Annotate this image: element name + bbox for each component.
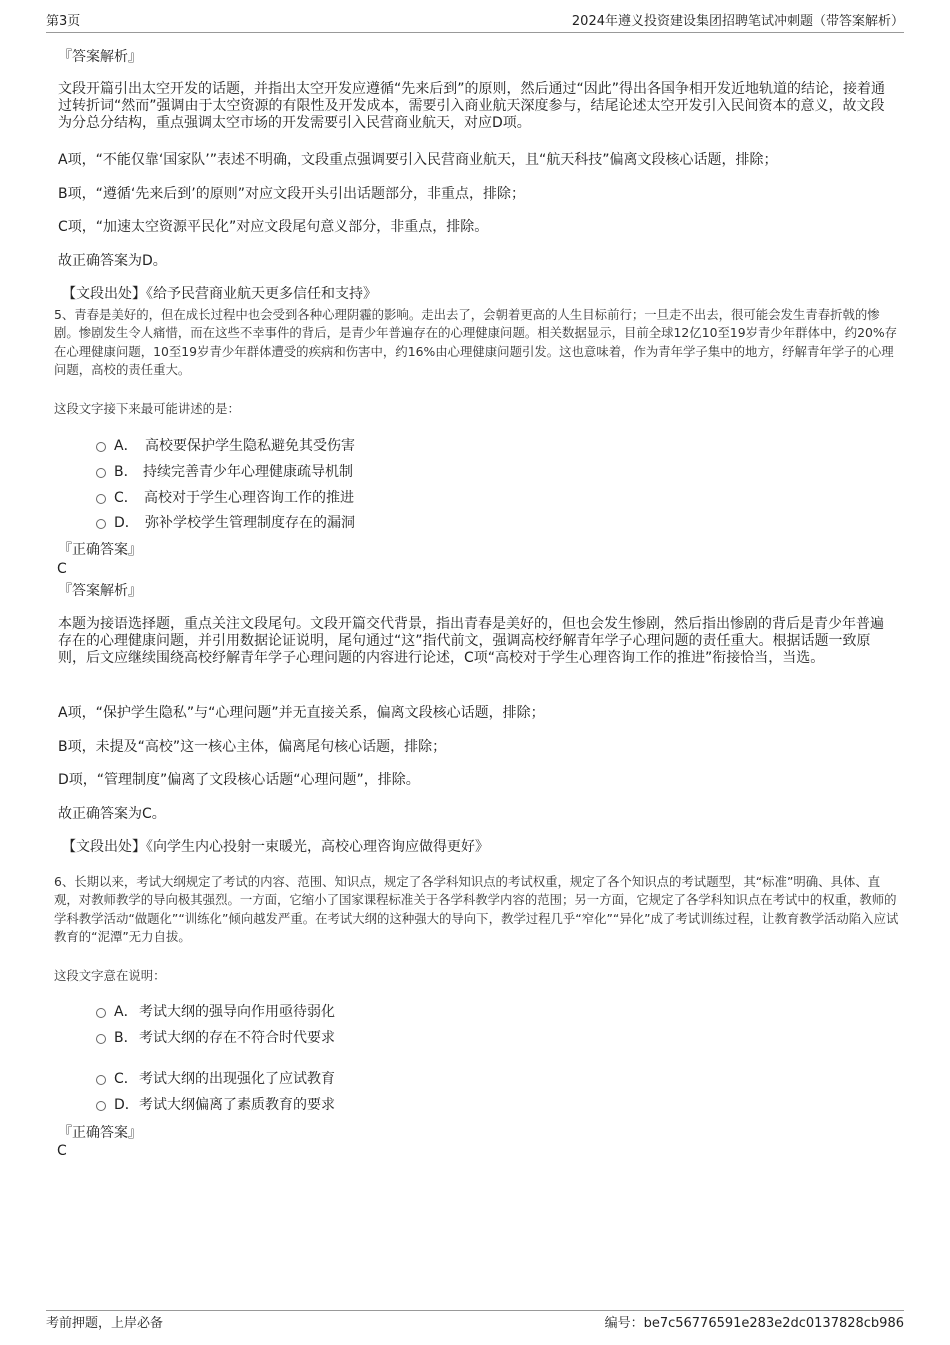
document-title: 2024年遵义投资建设集团招聘笔试冲刺题（带答案解析） bbox=[571, 14, 904, 29]
correct-answer-label: 『正确答案』 bbox=[58, 542, 142, 558]
radio-icon[interactable] bbox=[96, 1034, 106, 1044]
question-6-stem: 6、长期以来，考试大纲规定了考试的内容、范围、知识点，规定了各学科知识点的考试权重，规定了各个知识点的考试题型，其“标准”明确、具体、直观，对教师教学的导向极其强烈。一方面，它缩小了国家课程标准关于各学科教学内容的范围；另一方面，它规定了各学科知识点在考试中的权重，教师的学科教学活动“做题化”“训练化”倾向越发严重。在考试大纲的这种强大的导向下，教学过程几乎“窄化”“异化”成了考试训练过程，让教育教学活动陷入应试教育的“泥潭”无力自拔。 bbox=[54, 874, 899, 945]
question-5-stem: 5、青春是美好的，但在成长过程中也会受到各种心理阴霾的影响。走出去了，会朝着更高的人生目标前行；一旦走不出去，很可能会发生青春折戟的惨剧。惨剧发生令人痛惜，而在这些不幸事件的背后，是青少年普遍存在的心理健康问题。相关数据显示，目前全球12亿10至19岁青少年群体中，约20%存在心理健康问题，10至19岁青少年群体遭受的疾病和伤害中，约16%由心理健康问题引发。这也意味着，作为青年学子集中的地方，纾解青年学子的心理问题，高校的责任重大。 bbox=[54, 307, 898, 378]
analysis-label: 『答案解析』 bbox=[58, 49, 142, 65]
analysis-label: 『答案解析』 bbox=[58, 583, 142, 599]
radio-icon[interactable] bbox=[96, 468, 106, 478]
analysis-option-a: A项，“保护学生隐私”与“心理问题”并无直接关系，偏离文段核心话题，排除； bbox=[58, 705, 545, 721]
analysis-conclusion: 故正确答案为C。 bbox=[58, 806, 166, 822]
analysis-option-a: A项，“不能仅靠‘国家队’”表述不明确，文段重点强调要引入民营商业航天，且“航天科技”偏离文段核心话题，排除； bbox=[58, 152, 778, 168]
analysis-conclusion: 故正确答案为D。 bbox=[58, 253, 167, 269]
document-id: 编号：be7c56776591e283e2dc0137828cb986 bbox=[604, 1316, 904, 1331]
analysis-option-d: D项，“管理制度”偏离了文段核心话题“心理问题”，排除。 bbox=[58, 772, 420, 788]
footer-slogan: 考前押题，上岸必备 bbox=[46, 1316, 164, 1331]
passage-source: 【文段出处】《给予民营商业航天更多信任和支持》 bbox=[62, 286, 377, 302]
radio-icon[interactable] bbox=[96, 1101, 106, 1111]
radio-icon[interactable] bbox=[96, 494, 106, 504]
radio-icon[interactable] bbox=[96, 519, 106, 529]
analysis-option-c: C项，“加速太空资源平民化”对应文段尾句意义部分，非重点，排除。 bbox=[58, 219, 489, 235]
analysis-option-b: B项，“遵循‘先来后到’的原则”对应文段开头引出话题部分，非重点，排除； bbox=[58, 186, 526, 202]
analysis-paragraph: 文段开篇引出太空开发的话题，并指出太空开发应遵循“先来后到”的原则，然后通过“因此”得出各国争相开发近地轨道的结论，接着通过转折词“然而”强调由于太空资源的有限性及开发成本，需要引入商业航天深度参与，结尾论述太空开发引入民间资本的意义，故文段为分总分结构，重点强调太空市场的开发需要引入民营商业航天，对应D项。 bbox=[58, 81, 886, 131]
analysis-option-b: B项，未提及“高校”这一核心主体，偏离尾句核心话题，排除； bbox=[58, 739, 447, 755]
correct-answer: C bbox=[57, 1143, 67, 1159]
radio-icon[interactable] bbox=[96, 442, 106, 452]
correct-answer-label: 『正确答案』 bbox=[58, 1125, 142, 1141]
page-footer bbox=[46, 1310, 904, 1333]
passage-source: 【文段出处】《向学生内心投射一束暖光，高校心理咨询应做得更好》 bbox=[62, 839, 489, 855]
radio-icon[interactable] bbox=[96, 1075, 106, 1085]
radio-icon[interactable] bbox=[96, 1008, 106, 1018]
page-number: 第3页 bbox=[46, 14, 81, 29]
question-6-prompt: 这段文字意在说明： bbox=[54, 968, 166, 983]
analysis-paragraph: 本题为接语选择题，重点关注文段尾句。文段开篇交代背景，指出青春是美好的，但也会发生惨剧，然后指出惨剧的背后是青少年普遍存在的心理健康问题，并引用数据论证说明，尾句通过“这”指代前文，强调高校纾解青年学子心理问题的责任重大。根据话题一致原则，后文应继续围绕高校纾解青年学子心理问题的内容进行论述，C项“高校对于学生心理咨询工作的推进”衔接恰当，当选。 bbox=[58, 616, 884, 666]
correct-answer: C bbox=[57, 561, 67, 577]
question-5-prompt: 这段文字接下来最可能讲述的是： bbox=[54, 401, 240, 416]
page-header bbox=[46, 12, 904, 33]
